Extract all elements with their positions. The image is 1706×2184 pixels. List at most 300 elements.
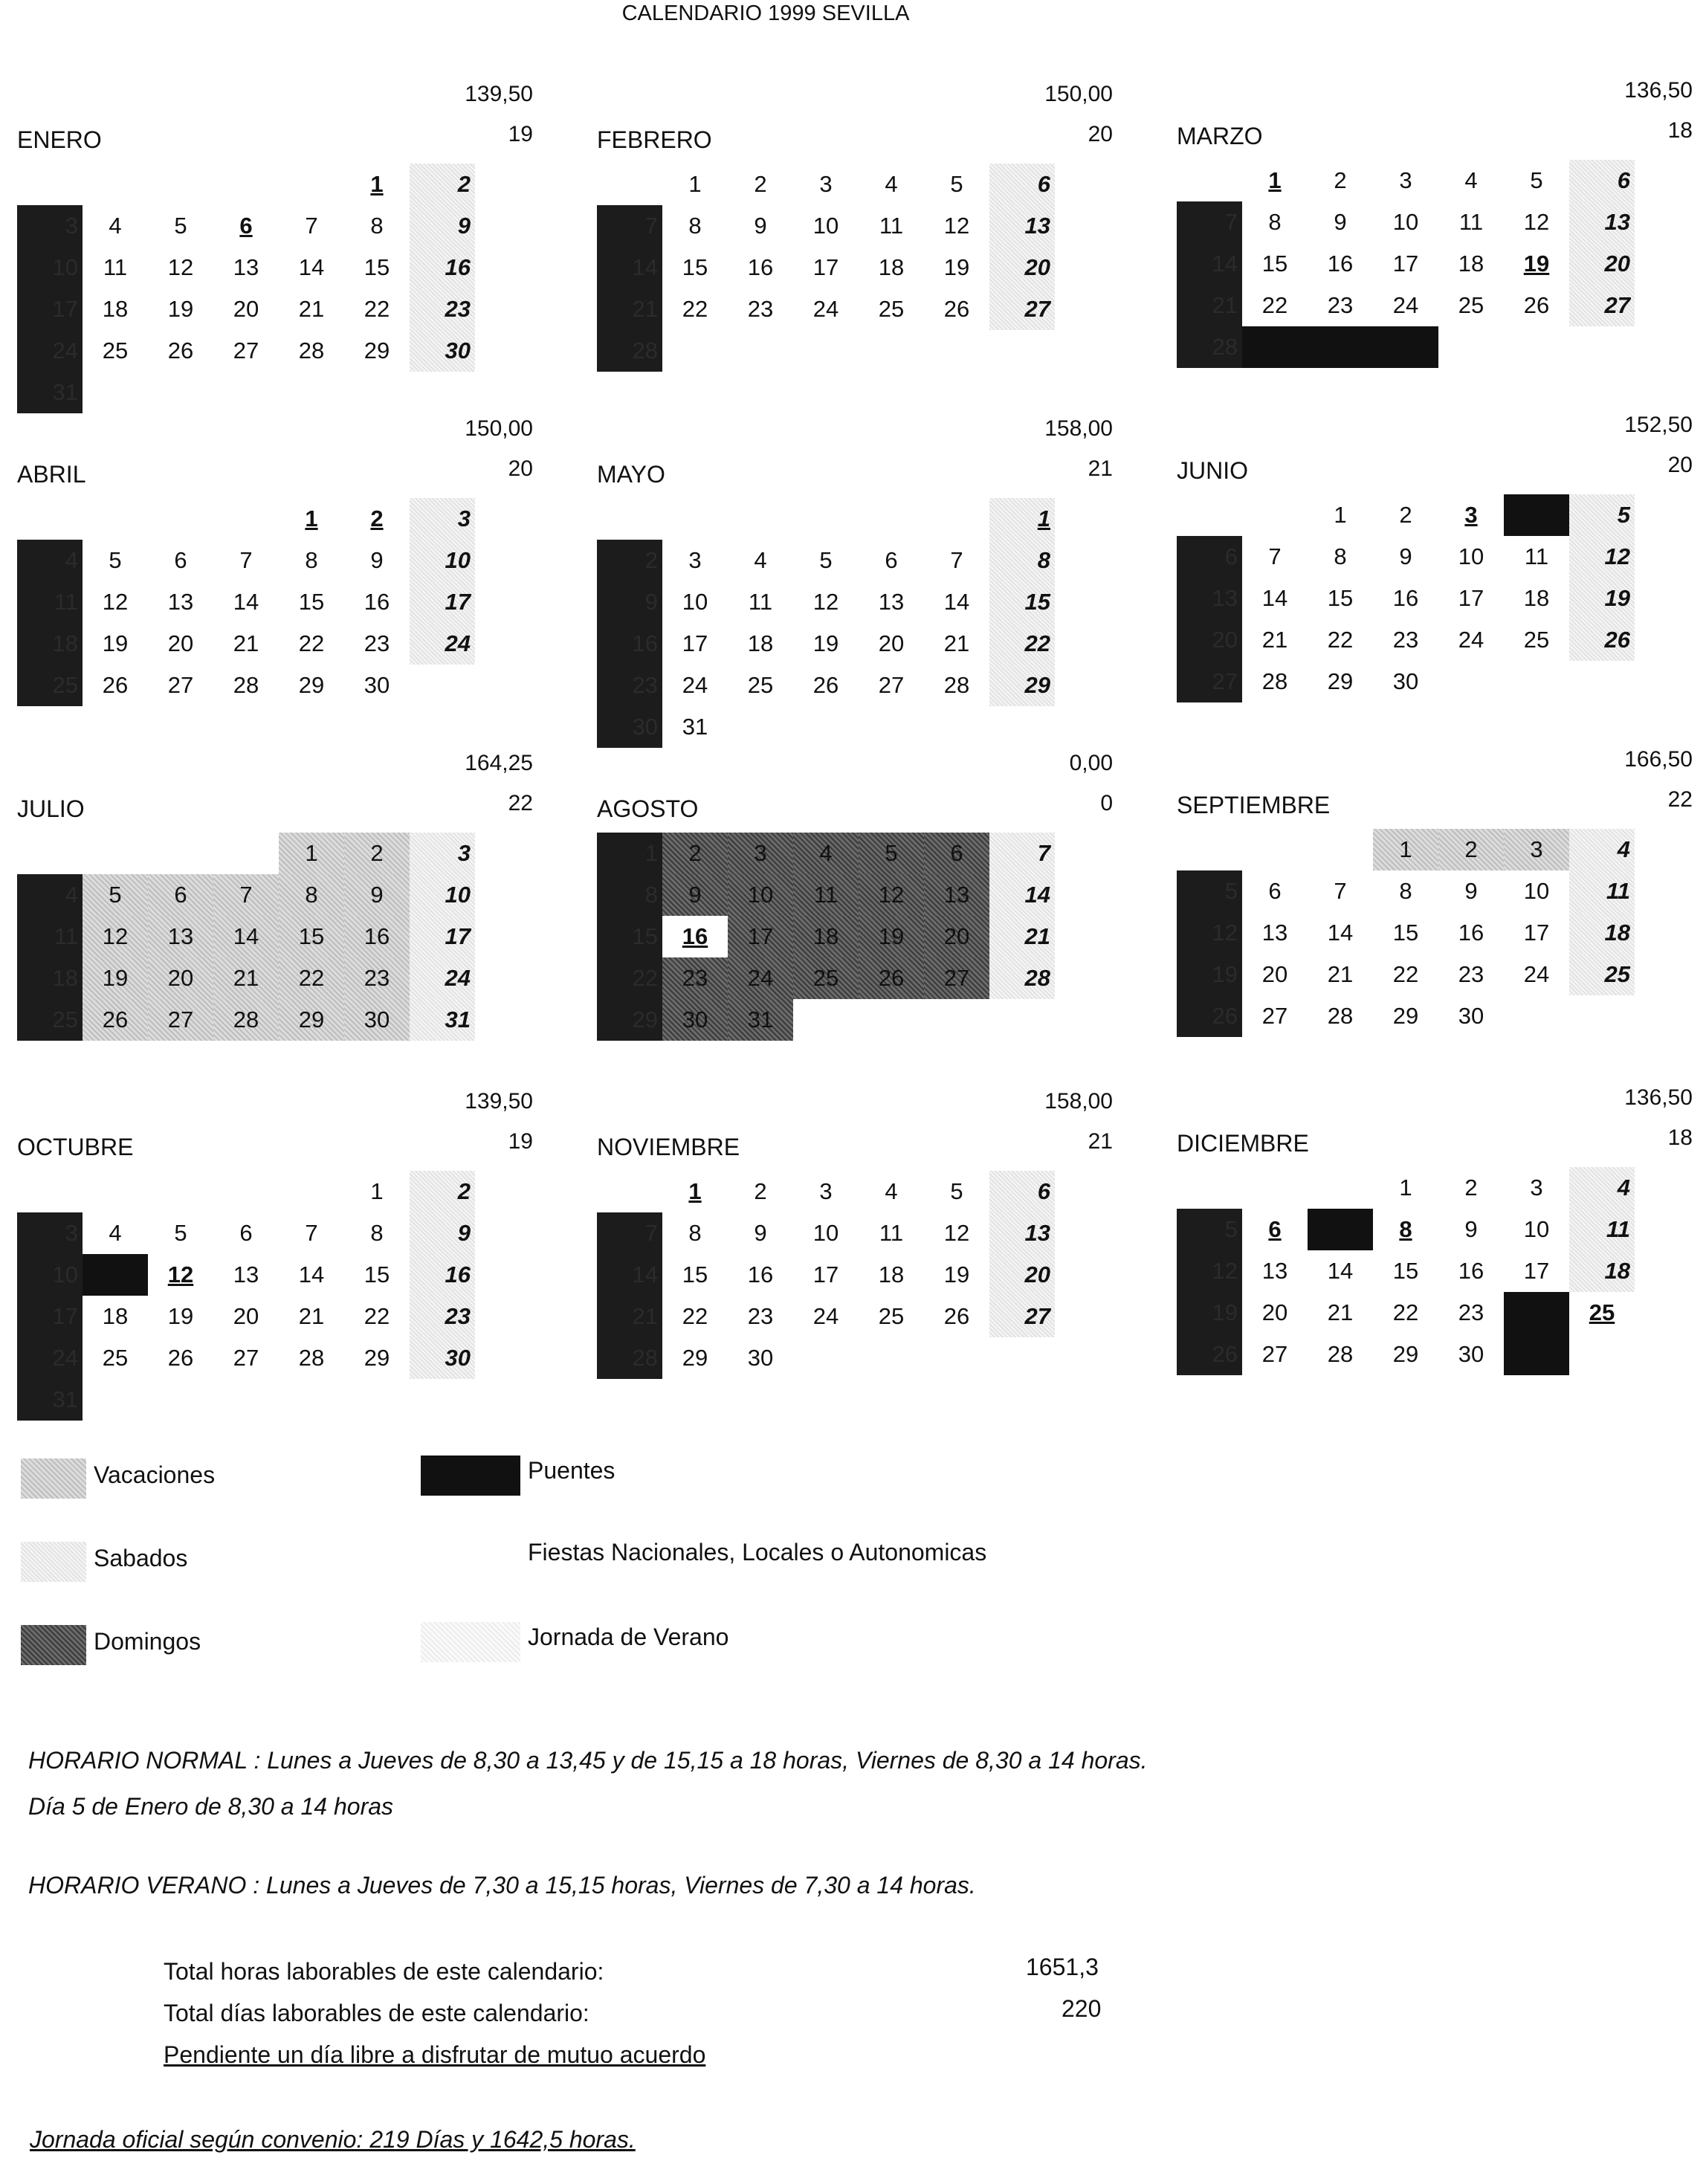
horario-normal: HORARIO NORMAL : Lunes a Jueves de 8,30 a 13,45 y de 15,15 a 18 horas, Viernes de 8,30 a 14 horas. — [28, 1747, 1148, 1774]
day-cell: 20 — [1261, 961, 1288, 987]
month-name: AGOSTO — [597, 795, 699, 822]
day-cell: 14 — [298, 254, 325, 280]
day-cell: 8 — [688, 1220, 702, 1246]
horario-verano: HORARIO VERANO : Lunes a Jueves de 7,30 a 15,15 horas, Viernes de 7,30 a 14 horas. — [28, 1872, 976, 1899]
sabado-day: 2 — [410, 164, 475, 205]
domingo-day: 25 — [17, 665, 83, 706]
domingo-day: 17 — [17, 288, 83, 330]
sabado-day: 7 — [989, 833, 1055, 874]
day-cell: 17 — [1523, 1258, 1550, 1284]
day-cell: 29 — [1392, 1003, 1419, 1029]
day-cell: 20 — [878, 630, 905, 656]
domingo-day: 29 — [597, 999, 662, 1041]
vacaciones-day: 6 — [924, 833, 989, 874]
day-cell: 17 — [812, 254, 839, 280]
day-cell: 21 — [298, 1303, 325, 1329]
day-cell: 1 — [688, 171, 702, 197]
day-cell: 4 — [885, 171, 898, 197]
fiestas-label: Fiestas Nacionales, Locales o Autonomicas — [528, 1539, 987, 1566]
domingo-day: 10 — [17, 1254, 83, 1296]
vacaciones-day: 21 — [213, 957, 279, 999]
festivo-day: 1 — [989, 498, 1055, 540]
sabado-day: 27 — [989, 1296, 1055, 1337]
day-cell: 22 — [1392, 961, 1419, 987]
sabado-day: 6 — [989, 1171, 1055, 1212]
domingo-day: 24 — [17, 1337, 83, 1379]
sabado-day: 24 — [410, 623, 475, 665]
sabado-day: 15 — [989, 581, 1055, 623]
day-cell: 2 — [1399, 502, 1412, 528]
verano-swatch — [421, 1622, 520, 1662]
day-cell: 26 — [167, 337, 194, 364]
sabado-day: 10 — [410, 874, 475, 916]
sabado-day: 17 — [410, 916, 475, 957]
day-cell: 16 — [1392, 585, 1419, 611]
vacaciones-day: 12 — [859, 874, 924, 916]
day-cell: 18 — [747, 630, 774, 656]
day-cell: 2 — [754, 171, 767, 197]
day-cell: 27 — [167, 672, 194, 698]
horario-enero: Día 5 de Enero de 8,30 a 14 horas — [28, 1793, 394, 1820]
day-cell: 4 — [1464, 167, 1478, 193]
day-cell: 28 — [298, 337, 325, 364]
month-diciembre — [1171, 1085, 1706, 1398]
day-cell: 17 — [1458, 585, 1484, 611]
day-cell: 5 — [109, 547, 122, 573]
day-cell: 9 — [754, 213, 767, 239]
month-workdays: 18 — [1667, 118, 1693, 143]
day-cell: 14 — [298, 1261, 325, 1288]
day-cell: 25 — [878, 296, 905, 322]
total-dias-label: Total días laborables de este calendario: — [164, 2000, 589, 2026]
day-cell: 29 — [682, 1345, 708, 1371]
festivo-day: 6 — [239, 213, 253, 239]
day-cell: 18 — [102, 296, 129, 322]
sabado-day: 10 — [410, 540, 475, 581]
sabado-day: 9 — [410, 205, 475, 247]
domingo-day: 8 — [597, 874, 662, 916]
day-cell: 23 — [1458, 961, 1484, 987]
vacaciones-day: 22 — [279, 957, 344, 999]
sabado-day: 2 — [410, 1171, 475, 1212]
day-cell: 30 — [1458, 1341, 1484, 1367]
festivo-day: 1 — [305, 505, 318, 532]
day-cell: 25 — [102, 1345, 129, 1371]
day-cell: 30 — [1392, 668, 1419, 694]
vacaciones-day: 8 — [279, 874, 344, 916]
sabado-day: 16 — [410, 1254, 475, 1296]
day-cell: 24 — [1458, 627, 1484, 653]
day-cell: 7 — [239, 547, 253, 573]
vacaciones-day: 1 — [279, 833, 344, 874]
day-cell: 10 — [812, 1220, 839, 1246]
day-cell: 3 — [1399, 167, 1412, 193]
day-cell: 20 — [233, 1303, 259, 1329]
day-cell: 4 — [754, 547, 767, 573]
day-cell: 21 — [1261, 627, 1288, 653]
month-workdays: 22 — [1667, 787, 1693, 812]
day-cell: 31 — [682, 714, 708, 740]
day-cell: 18 — [1458, 251, 1484, 277]
day-cell: 13 — [167, 589, 194, 615]
day-cell: 5 — [950, 171, 963, 197]
day-cell: 23 — [1327, 292, 1354, 318]
day-cell: 25 — [747, 672, 774, 698]
day-cell: 1 — [1334, 502, 1347, 528]
vacaciones-day: 13 — [148, 916, 213, 957]
day-cell: 12 — [943, 213, 970, 239]
day-cell: 23 — [747, 1303, 774, 1329]
day-cell: 15 — [682, 1261, 708, 1288]
day-cell: 12 — [102, 589, 129, 615]
day-cell: 23 — [1458, 1299, 1484, 1325]
month-workdays: 21 — [1088, 456, 1113, 481]
day-cell: 18 — [878, 254, 905, 280]
day-cell: 3 — [688, 547, 702, 573]
day-cell: 23 — [747, 296, 774, 322]
day-cell: 27 — [1261, 1003, 1288, 1029]
day-cell: 16 — [364, 589, 390, 615]
vacaciones-day: 31 — [728, 999, 793, 1041]
domingo-day: 2 — [597, 540, 662, 581]
day-cell: 29 — [1392, 1341, 1419, 1367]
sabado-day: 21 — [989, 916, 1055, 957]
day-cell: 16 — [1458, 920, 1484, 946]
puente-day: 7 — [1308, 1209, 1373, 1250]
day-cell: 21 — [298, 296, 325, 322]
vacaciones-day: 1 — [1373, 829, 1438, 870]
vacaciones-label: Vacaciones — [94, 1461, 216, 1488]
month-name: JULIO — [17, 795, 85, 822]
day-cell: 28 — [943, 672, 970, 698]
day-cell: 11 — [879, 1220, 904, 1246]
month-name: MAYO — [597, 461, 665, 488]
day-cell: 24 — [682, 672, 708, 698]
sabado-day: 25 — [1569, 954, 1635, 995]
vacaciones-swatch — [21, 1458, 86, 1499]
sabado-day: 12 — [1569, 536, 1635, 578]
vacaciones-day: 4 — [793, 833, 859, 874]
month-workdays: 21 — [1088, 1129, 1113, 1154]
festivo-day: 8 — [1399, 1216, 1412, 1242]
day-cell: 2 — [754, 1178, 767, 1204]
domingo-day: 21 — [1177, 285, 1242, 326]
day-cell: 8 — [305, 547, 318, 573]
domingo-day: 12 — [1177, 912, 1242, 954]
month-name: ABRIL — [17, 461, 86, 488]
day-cell: 28 — [233, 672, 259, 698]
sabado-day: 24 — [410, 957, 475, 999]
day-cell: 29 — [298, 672, 325, 698]
day-cell: 7 — [950, 547, 963, 573]
month-name: FEBRERO — [597, 126, 712, 153]
day-cell: 15 — [682, 254, 708, 280]
domingos-label: Domingos — [94, 1628, 201, 1655]
day-cell: 8 — [1268, 209, 1282, 235]
day-cell: 23 — [364, 630, 390, 656]
sabado-day: 6 — [989, 164, 1055, 205]
festivo-day: 1 — [1268, 167, 1282, 193]
sabado-day: 19 — [1569, 578, 1635, 619]
day-cell: 15 — [1392, 920, 1419, 946]
day-cell: 4 — [109, 1220, 122, 1246]
day-cell: 13 — [878, 589, 905, 615]
vacaciones-day: 28 — [213, 999, 279, 1041]
day-cell: 18 — [878, 1261, 905, 1288]
domingo-day: 18 — [17, 623, 83, 665]
month-mayo — [591, 416, 1126, 740]
sabado-day: 23 — [410, 288, 475, 330]
day-cell: 25 — [102, 337, 129, 364]
domingo-day: 19 — [1177, 1292, 1242, 1334]
day-cell: 14 — [1327, 920, 1354, 946]
month-junio — [1171, 413, 1706, 725]
domingo-day: 16 — [597, 623, 662, 665]
sabado-day: 18 — [1569, 912, 1635, 954]
domingos-swatch — [21, 1625, 86, 1665]
month-hours: 0,00 — [1069, 751, 1113, 775]
day-cell: 14 — [1327, 1258, 1354, 1284]
puente-day: 29 — [1242, 326, 1308, 368]
domingo-day: 4 — [17, 874, 83, 916]
jornada-oficial: Jornada oficial según convenio: 219 Días y 1642,5 horas. — [30, 2126, 636, 2153]
sabado-day: 3 — [410, 498, 475, 540]
vacaciones-day: 12 — [83, 916, 148, 957]
month-hours: 136,50 — [1624, 1085, 1693, 1110]
sabado-day: 30 — [410, 1337, 475, 1379]
day-cell: 9 — [370, 547, 384, 573]
day-cell: 9 — [754, 1220, 767, 1246]
month-workdays: 18 — [1667, 1125, 1693, 1150]
domingo-day: 28 — [597, 330, 662, 372]
sabado-day: 23 — [410, 1296, 475, 1337]
domingo-day: 23 — [597, 665, 662, 706]
domingo-day: 26 — [1177, 995, 1242, 1037]
day-cell: 9 — [1464, 1216, 1478, 1242]
day-cell: 16 — [747, 254, 774, 280]
domingo-day: 19 — [1177, 954, 1242, 995]
month-hours: 150,00 — [465, 416, 533, 441]
month-hours: 158,00 — [1044, 416, 1113, 441]
month-marzo — [1171, 78, 1706, 390]
sabado-day: 31 — [410, 999, 475, 1041]
verano-label: Jornada de Verano — [528, 1624, 729, 1650]
day-cell: 9 — [1464, 878, 1478, 904]
document-title: CALENDARIO 1999 SEVILLA — [621, 1, 910, 25]
vacaciones-day: 2 — [344, 833, 410, 874]
domingo-day: 5 — [1177, 1209, 1242, 1250]
day-cell: 10 — [1523, 1216, 1550, 1242]
vacaciones-day: 23 — [662, 957, 728, 999]
day-cell: 8 — [370, 1220, 384, 1246]
domingo-day: 4 — [17, 540, 83, 581]
month-name: DICIEMBRE — [1177, 1130, 1309, 1157]
domingo-day: 21 — [597, 1296, 662, 1337]
day-cell: 4 — [885, 1178, 898, 1204]
day-cell: 1 — [370, 1178, 384, 1204]
vacaciones-day: 27 — [148, 999, 213, 1041]
day-cell: 12 — [812, 589, 839, 615]
day-cell: 11 — [1458, 209, 1484, 235]
day-cell: 6 — [885, 547, 898, 573]
day-cell: 20 — [167, 630, 194, 656]
day-cell: 30 — [747, 1345, 774, 1371]
month-julio — [11, 751, 546, 1063]
vacaciones-day: 15 — [279, 916, 344, 957]
domingo-day: 11 — [17, 916, 83, 957]
day-cell: 15 — [364, 254, 390, 280]
month-hours: 139,50 — [465, 1089, 533, 1114]
day-cell: 6 — [1268, 878, 1282, 904]
day-cell: 21 — [943, 630, 970, 656]
vacaciones-day: 17 — [728, 916, 793, 957]
vacaciones-day: 10 — [728, 874, 793, 916]
day-cell: 8 — [1399, 878, 1412, 904]
day-cell: 12 — [167, 254, 194, 280]
vacaciones-day: 25 — [793, 957, 859, 999]
month-name: SEPTIEMBRE — [1177, 792, 1331, 818]
festivo-day: 1 — [370, 171, 384, 197]
total-horas-value: 1651,3 — [1026, 1954, 1099, 1980]
day-cell: 24 — [812, 296, 839, 322]
vacaciones-day: 19 — [859, 916, 924, 957]
day-cell: 26 — [943, 1303, 970, 1329]
day-cell: 7 — [1268, 543, 1282, 569]
sabado-day: 13 — [989, 205, 1055, 247]
puente-day: 11 — [83, 1254, 148, 1296]
domingo-day: 22 — [597, 957, 662, 999]
day-cell: 10 — [1392, 209, 1419, 235]
day-cell: 8 — [688, 213, 702, 239]
domingo-day: 1 — [597, 833, 662, 874]
day-cell: 25 — [878, 1303, 905, 1329]
domingo-day: 9 — [597, 581, 662, 623]
month-enero — [11, 82, 546, 405]
domingo-day: 28 — [597, 1337, 662, 1379]
day-cell: 8 — [370, 213, 384, 239]
vacaciones-day: 9 — [344, 874, 410, 916]
month-agosto — [591, 751, 1126, 1063]
festivo-day: 12 — [167, 1261, 194, 1288]
day-cell: 27 — [233, 1345, 259, 1371]
sabado-day: 17 — [410, 581, 475, 623]
day-cell: 15 — [1261, 251, 1288, 277]
puente-day: 31 — [1504, 1334, 1569, 1375]
day-cell: 15 — [1327, 585, 1354, 611]
day-cell: 10 — [682, 589, 708, 615]
vacaciones-day: 5 — [859, 833, 924, 874]
domingo-day: 13 — [1177, 578, 1242, 619]
day-cell: 2 — [1464, 1175, 1478, 1201]
sabado-day: 18 — [1569, 1250, 1635, 1292]
vacaciones-day: 9 — [662, 874, 728, 916]
sabado-day: 13 — [989, 1212, 1055, 1254]
day-cell: 6 — [239, 1220, 253, 1246]
month-hours: 136,50 — [1624, 78, 1693, 103]
day-cell: 26 — [167, 1345, 194, 1371]
festivo-day: 1 — [688, 1178, 702, 1204]
month-name: NOVIEMBRE — [597, 1134, 740, 1160]
month-hours: 164,25 — [465, 751, 533, 775]
day-cell: 3 — [1530, 1175, 1543, 1201]
month-workdays: 20 — [508, 456, 533, 481]
day-cell: 5 — [819, 547, 833, 573]
month-workdays: 22 — [508, 791, 533, 815]
day-cell: 15 — [1392, 1258, 1419, 1284]
sabado-day: 26 — [1569, 619, 1635, 661]
vacaciones-day: 26 — [859, 957, 924, 999]
day-cell: 21 — [1327, 1299, 1354, 1325]
day-cell: 22 — [1261, 292, 1288, 318]
festivo-day: 2 — [370, 505, 384, 532]
puente-day: 30 — [1308, 326, 1373, 368]
day-cell: 24 — [1523, 961, 1550, 987]
day-cell: 25 — [1458, 292, 1484, 318]
sabado-day: 30 — [410, 330, 475, 372]
sabado-day: 16 — [410, 247, 475, 288]
domingo-day: 11 — [17, 581, 83, 623]
day-cell: 2 — [1334, 167, 1347, 193]
pendiente-note: Pendiente un día libre a disfrutar de mutuo acuerdo — [164, 2041, 706, 2068]
vacaciones-day: 30 — [662, 999, 728, 1041]
day-cell: 5 — [174, 1220, 187, 1246]
day-cell: 9 — [1334, 209, 1347, 235]
domingo-day: 15 — [597, 916, 662, 957]
sabado-day: 8 — [989, 540, 1055, 581]
domingo-day: 31 — [17, 1379, 83, 1421]
day-cell: 20 — [1261, 1299, 1288, 1325]
vacaciones-day: 2 — [1438, 829, 1504, 870]
day-cell: 30 — [1458, 1003, 1484, 1029]
total-dias-value: 220 — [1062, 1995, 1102, 2022]
day-cell: 17 — [1392, 251, 1419, 277]
total-horas-label: Total horas laborables de este calendario: — [164, 1958, 604, 1985]
day-cell: 26 — [102, 672, 129, 698]
day-cell: 19 — [167, 1303, 194, 1329]
month-febrero — [591, 82, 1126, 394]
vacaciones-day: 7 — [213, 874, 279, 916]
vacaciones-day: 6 — [148, 874, 213, 916]
month-name: ENERO — [17, 126, 102, 153]
day-cell: 22 — [1327, 627, 1354, 653]
day-cell: 13 — [1261, 1258, 1288, 1284]
day-cell: 11 — [879, 213, 904, 239]
day-cell: 17 — [812, 1261, 839, 1288]
domingo-day: 10 — [17, 247, 83, 288]
day-cell: 22 — [298, 630, 325, 656]
day-cell: 24 — [1392, 292, 1419, 318]
day-cell: 14 — [233, 589, 259, 615]
sabado-day: 5 — [1569, 494, 1635, 536]
month-noviembre — [591, 1089, 1126, 1401]
day-cell: 22 — [364, 296, 390, 322]
domingo-day: 5 — [1177, 870, 1242, 912]
puentes-swatch — [421, 1456, 520, 1496]
day-cell: 6 — [174, 547, 187, 573]
sabado-day: 27 — [989, 288, 1055, 330]
festivo-day: 16 — [682, 923, 708, 949]
sabado-day: 28 — [989, 957, 1055, 999]
day-cell: 1 — [1399, 1175, 1412, 1201]
day-cell: 3 — [819, 171, 833, 197]
vacaciones-day: 13 — [924, 874, 989, 916]
domingo-day: 3 — [17, 1212, 83, 1254]
domingo-day: 26 — [1177, 1334, 1242, 1375]
vacaciones-day: 14 — [213, 916, 279, 957]
vacaciones-day: 2 — [662, 833, 728, 874]
day-cell: 27 — [1261, 1341, 1288, 1367]
vacaciones-day: 18 — [793, 916, 859, 957]
